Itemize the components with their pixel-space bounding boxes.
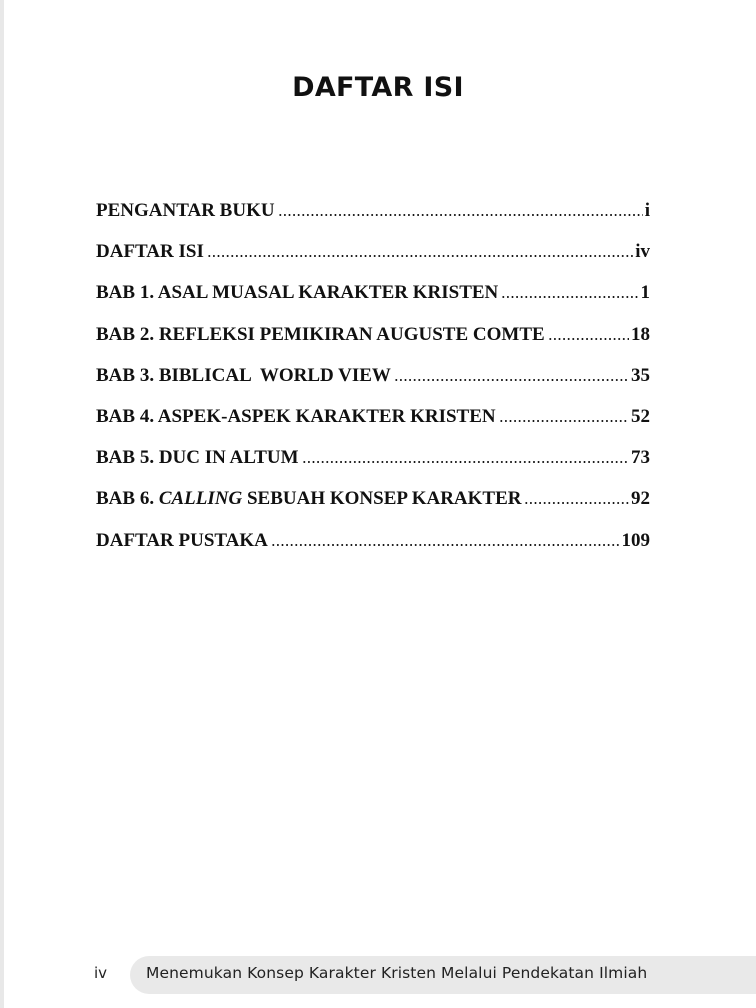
table-of-contents xyxy=(96,200,650,571)
toc-dot-leader xyxy=(278,212,643,216)
toc-entry-label: BAB 2. REFLEKSI PEMIKIRAN AUGUSTE COMTE xyxy=(96,323,545,345)
toc-entry-label-suffix: SEBUAH KONSEP KARAKTER xyxy=(242,488,522,510)
toc-entry-label: PENGANTAR BUKU xyxy=(96,200,275,221)
toc-dot-leader xyxy=(302,459,629,463)
toc-entry-label: DAFTAR PUSTAKA xyxy=(96,529,268,551)
toc-entry[interactable] xyxy=(96,200,650,241)
toc-dot-leader xyxy=(394,377,629,381)
toc-entry-page: 52 xyxy=(631,405,650,427)
toc-entry[interactable] xyxy=(96,282,650,323)
toc-dot-leader xyxy=(501,294,638,298)
toc-entry-label: BAB 3. BIBLICAL WORLD VIEW xyxy=(96,364,391,386)
toc-dot-leader xyxy=(548,336,629,340)
toc-entry-label: BAB 5. DUC IN ALTUM xyxy=(96,447,299,469)
toc-entry-page: 35 xyxy=(631,364,650,386)
toc-entry-page: 109 xyxy=(621,529,650,551)
toc-entry[interactable] xyxy=(96,447,650,488)
toc-entry-page: 73 xyxy=(631,447,650,469)
toc-entry-label: BAB 1. ASAL MUASAL KARAKTER KRISTEN xyxy=(96,282,499,304)
toc-entry-page: 92 xyxy=(631,488,650,510)
toc-entry-label-italic: CALLING xyxy=(158,488,243,510)
page-edge xyxy=(0,0,4,1008)
toc-entry-label xyxy=(96,488,521,510)
toc-dot-leader xyxy=(271,542,620,546)
toc-entry[interactable] xyxy=(96,530,650,571)
page-title: DAFTAR ISI xyxy=(292,72,464,103)
toc-entry[interactable] xyxy=(96,406,650,447)
toc-dot-leader xyxy=(207,253,633,257)
toc-dot-leader xyxy=(524,500,629,504)
footer-book-title: Menemukan Konsep Karakter Kristen Melalui Pendekatan Ilmiah xyxy=(146,964,648,982)
toc-entry[interactable] xyxy=(96,241,650,282)
toc-entry-label: BAB 4. ASPEK-ASPEK KARAKTER KRISTEN xyxy=(96,405,496,427)
toc-entry-page: 1 xyxy=(640,282,650,304)
toc-entry[interactable] xyxy=(96,365,650,406)
footer-page-number: iv xyxy=(94,964,108,982)
toc-entry-label: DAFTAR ISI xyxy=(96,241,204,263)
toc-entry[interactable] xyxy=(96,324,650,365)
toc-entry-page: 18 xyxy=(631,323,650,345)
toc-entry[interactable] xyxy=(96,488,650,529)
toc-entry-page: iv xyxy=(635,241,650,263)
toc-dot-leader xyxy=(499,418,629,422)
toc-entry-page: i xyxy=(644,200,650,221)
toc-entry-label-prefix: BAB 6. xyxy=(96,488,159,510)
